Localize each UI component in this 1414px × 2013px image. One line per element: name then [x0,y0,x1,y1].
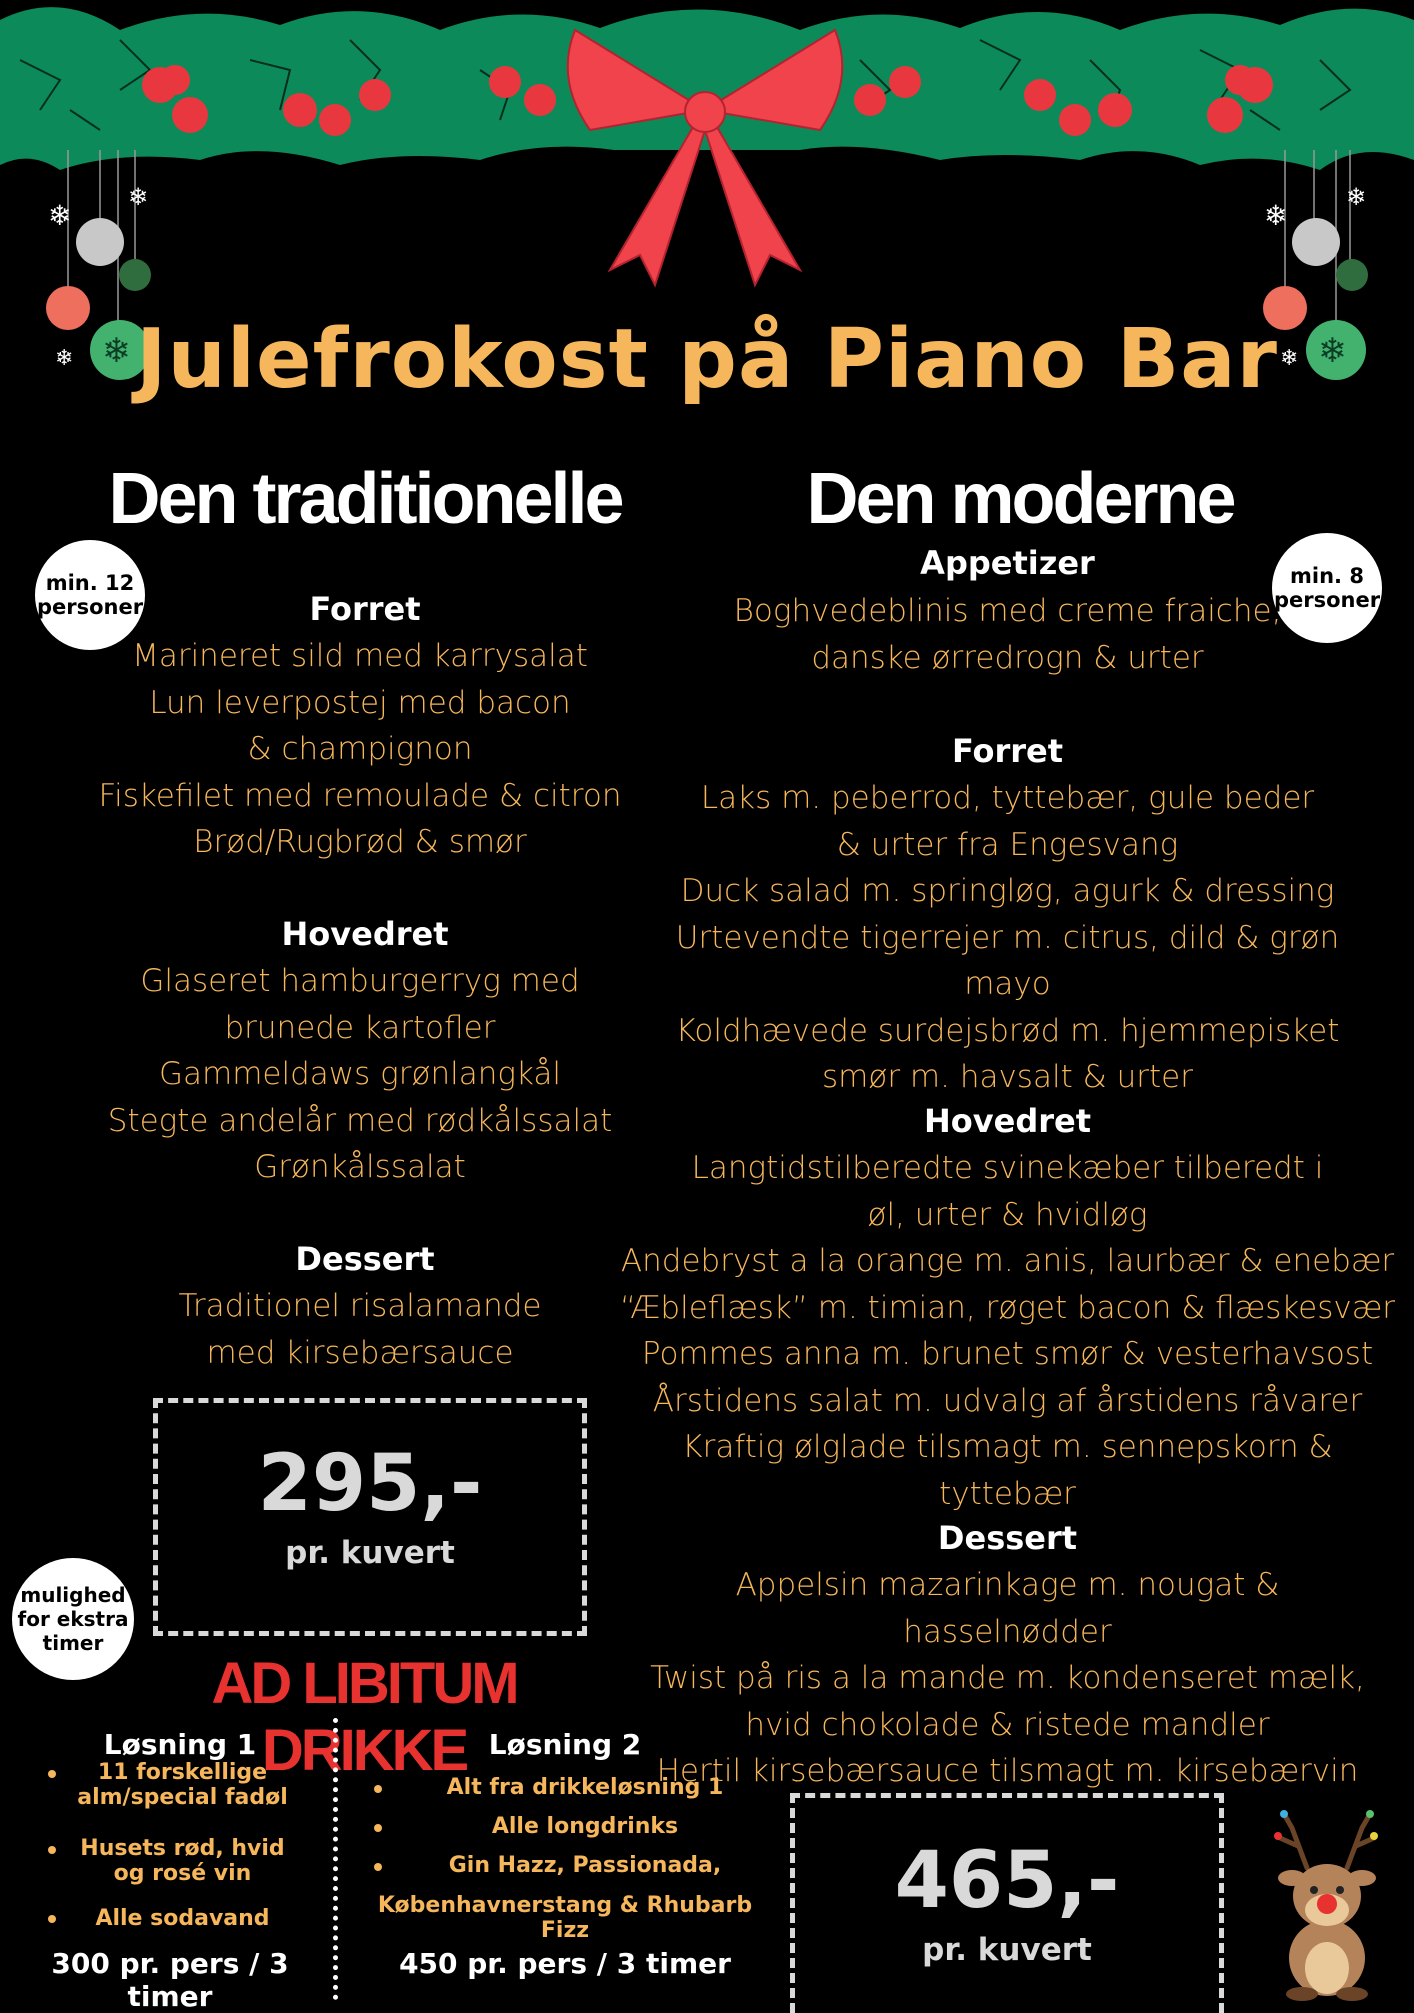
modern-appetizer-items [630,588,1385,681]
solution2-item: Alle longdrinks [491,1814,679,1839]
svg-text:❄: ❄ [55,346,74,371]
reindeer-icon [1262,1808,1392,2000]
menu-item: & urter fra Engesvang [836,826,1179,863]
svg-text:❄: ❄ [128,183,149,211]
modern-appetizer-label: Appetizer [920,544,1095,582]
modern-hovedret-items [620,1145,1395,1517]
solution2-item: Gin Hazz, Passionada, [448,1853,722,1878]
bullet-icon [48,1915,56,1923]
menu-item: Traditionel risalamande [178,1288,542,1324]
svg-text:❄: ❄ [1318,331,1347,371]
menu-item: Lun leverpostej med bacon [149,684,571,721]
menu-item: Appelsin mazarinkage m. nougat & hasselnødder [735,1567,1280,1650]
menu-item: Gammeldaws grønlangkål [159,1056,561,1092]
menu-item: Andebryst a la orange m. anis, laurbær & enebær [620,1243,1395,1279]
menu-item: Fiskefilet med remoulade & citron [98,777,622,814]
drinks-heading: AD LIBITUM DRIKKE [211,1651,517,1783]
bullet-icon [48,1770,56,1778]
svg-text:❄: ❄ [48,199,72,232]
traditional-dessert-label: Dessert [295,1240,435,1278]
page-title: Julefrokost på Piano Bar [136,312,1278,407]
traditional-forret-items [60,633,660,866]
menu-item: hvid chokolade & ristede mandler [745,1706,1270,1743]
menu-item: Koldhævede surdejsbrød m. hjemmepisket [675,1012,1340,1049]
menu-item: Urtevendte tigerrejer m. citrus, dild & grøn mayo [675,919,1340,1002]
traditional-min-badge: min. 12 personer [35,540,145,650]
menu-item: Kraftig ølglade tilsmagt m. sennepskorn & tyttebær [682,1429,1333,1512]
bullet-icon [48,1846,56,1854]
menu-item: Duck salad m. springløg, agurk & dressing [680,873,1335,909]
traditional-heading: Den traditionelle [108,459,622,539]
menu-item: Boghvedeblinis med creme fraiche, [733,593,1282,629]
traditional-price: 295,- [257,1439,483,1529]
solution2-item: Alt fra drikkeløsning 1 [446,1775,724,1800]
solution2-label: Løsning 2 [488,1728,642,1761]
solutions-divider [333,1718,338,2000]
menu-item: Twist på ris a la mande m. kondenseret mælk, [650,1660,1365,1696]
traditional-forret-label: Forret [309,590,421,628]
menu-item: med kirsebærsauce [206,1334,514,1371]
menu-item: “Æbleflæsk” m. timian, røget bacon & flæskesvær [620,1289,1395,1326]
modern-price: 465,- [894,1836,1120,1926]
menu-item: Marineret sild med karrysalat [132,638,588,674]
modern-dessert-items [630,1562,1385,1795]
traditional-price-box [153,1398,587,1636]
menu-item: Langtidstilberedte svinekæber tilberedt i [691,1150,1324,1186]
svg-text:❄: ❄ [1264,199,1288,232]
solution2-price: 450 pr. pers / 3 timer [399,1947,731,1980]
menu-item: Stegte andelår med rødkålssalat [107,1102,613,1139]
menu-item: øl, urter & hvidløg [867,1196,1148,1233]
menu-item: danske ørredrogn & urter [811,639,1204,676]
solution2-item: Københavnerstang & Rhubarb Fizz [377,1893,753,1943]
modern-dessert-label: Dessert [937,1519,1078,1557]
menu-item: brunede kartofler [224,1009,496,1046]
solution1-item: Alle sodavand [95,1906,270,1931]
modern-min-badge: min. 8 personer [1272,533,1382,643]
menu-item: Laks m. peberrod, tyttebær, gule beder [700,780,1315,816]
menu-item: Grønkålssalat [254,1149,466,1185]
modern-price-unit: pr. kuvert [922,1932,1092,1968]
extra-hours-badge: mulighed for ekstra timer [12,1558,134,1680]
solution1-item: Husets rød, hvid og rosé vin [80,1836,285,1886]
svg-text:❄: ❄ [1280,346,1299,371]
modern-forret-label: Forret [951,732,1064,770]
solution1-price: 300 pr. pers / 3 timer [51,1947,289,2013]
traditional-dessert-items [60,1283,660,1376]
traditional-hovedret-label: Hovedret [281,915,449,953]
menu-item: Årstidens salat m. udvalg af årstidens råvarer [652,1382,1363,1419]
menu-item: Hertil kirsebærsauce tilsmagt m. kirsebærvin [656,1753,1359,1789]
menu-item: & champignon [247,731,473,767]
modern-hovedret-label: Hovedret [923,1102,1091,1140]
menu-item: smør m. havsalt & urter [822,1059,1193,1095]
modern-price-box [790,1793,1224,2013]
menu-item: Brød/Rugbrød & smør [193,824,527,860]
solution1-label: Løsning 1 [103,1728,257,1761]
modern-heading: Den moderne [806,459,1234,539]
traditional-hovedret-items [60,958,660,1191]
svg-text:❄: ❄ [102,331,131,371]
solution1-item: 11 forskellige alm/special fadøl [77,1760,288,1810]
traditional-price-unit: pr. kuvert [285,1535,455,1571]
menu-item: Pommes anna m. brunet smør & vesterhavsost [641,1336,1374,1372]
svg-text:❄: ❄ [1346,183,1367,211]
menu-item: Glaseret hamburgerryg med [140,963,580,999]
modern-forret-items [630,775,1385,1101]
